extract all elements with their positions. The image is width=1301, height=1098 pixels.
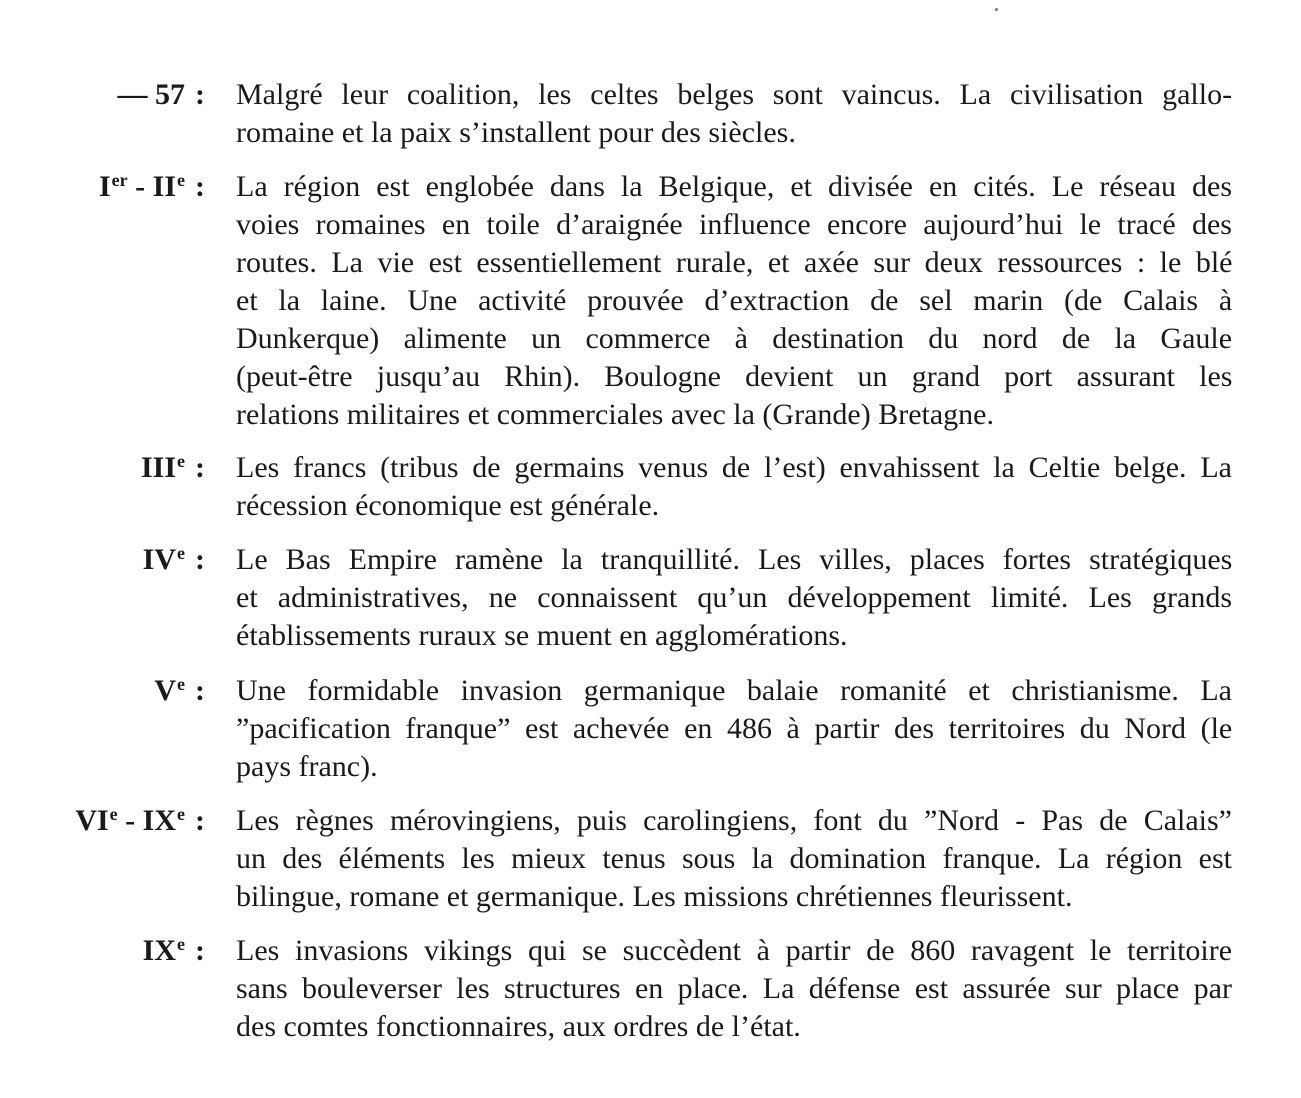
text-line: et la laine. Une activité prouvée d’extraction de sel marin (de Calais à (236, 284, 1233, 317)
text-line: bilingue, romane et germanique. Les missions chrétiennes fleurissent. (236, 880, 1073, 913)
text-line: Malgré leur coalition, les celtes belges sont vaincus. La civilisation gallo- (236, 78, 1233, 111)
scan-speck (995, 8, 998, 11)
period-label: — 57 : (117, 78, 205, 111)
text-line: La région est englobée dans la Belgique, et divisée en cités. Le réseau des (236, 170, 1232, 203)
text-line: Dunkerque) alimente un commerce à destination du nord de la Gaule (236, 322, 1233, 355)
entry-text (236, 76, 1232, 152)
text-line: Les francs (tribus de germains venus de l’est) envahissent la Celtie belge. La (236, 451, 1232, 484)
text-line: récession économique est générale. (236, 489, 660, 522)
text-line: Une formidable invasion germanique balaie romanité et christianisme. La (236, 674, 1232, 707)
period-label: Ier - IIe : (98, 170, 205, 203)
text-line: Les invasions vikings qui se succèdent à partir de 860 ravagent le territoire (236, 934, 1233, 967)
text-line: pays franc). (236, 750, 378, 783)
period-label: IVe : (142, 543, 205, 576)
entry-text (236, 168, 1232, 434)
text-line: et administratives, ne connaissent qu’un développement limité. Les grands (236, 581, 1232, 614)
text-line: (peut-être jusqu’au Rhin). Boulogne devient un grand port assurant les (236, 360, 1233, 393)
text-line: des comtes fonctionnaires, aux ordres de l’état. (236, 1010, 801, 1043)
period-label: Ve : (154, 674, 205, 707)
entry-text (236, 541, 1232, 655)
text-line: voies romaines en toile d’araignée influence encore aujourd’hui le tracé des (236, 208, 1232, 241)
text-line: un des éléments les mieux tenus sous la domination franque. La région est (236, 842, 1232, 875)
entry-text (236, 672, 1232, 786)
period-label: VIe - IXe : (75, 804, 205, 837)
text-line: Le Bas Empire ramène la tranquillité. Les villes, places fortes stratégiques (236, 543, 1233, 576)
text-line: relations militaires et commerciales avec la (Grande) Bretagne. (236, 398, 994, 431)
entry-text (236, 449, 1232, 525)
text-line: établissements ruraux se muent en agglomérations. (236, 619, 848, 652)
entry-text (236, 802, 1232, 916)
period-label: IXe : (142, 934, 205, 967)
text-line: sans bouleverser les structures en place. La défense est assurée sur place par (236, 972, 1232, 1005)
period-label: IIIe : (140, 451, 205, 484)
text-line: romaine et la paix s’installent pour des siècles. (236, 116, 796, 149)
text-line: routes. La vie est essentiellement rurale, et axée sur deux ressources : le blé (236, 246, 1233, 279)
text-line: ”pacification franque” est achevée en 486 à partir des territoires du Nord (le (236, 712, 1233, 745)
entry-text (236, 932, 1232, 1046)
text-line: Les règnes mérovingiens, puis carolingiens, font du ”Nord - Pas de Calais” (236, 804, 1232, 837)
